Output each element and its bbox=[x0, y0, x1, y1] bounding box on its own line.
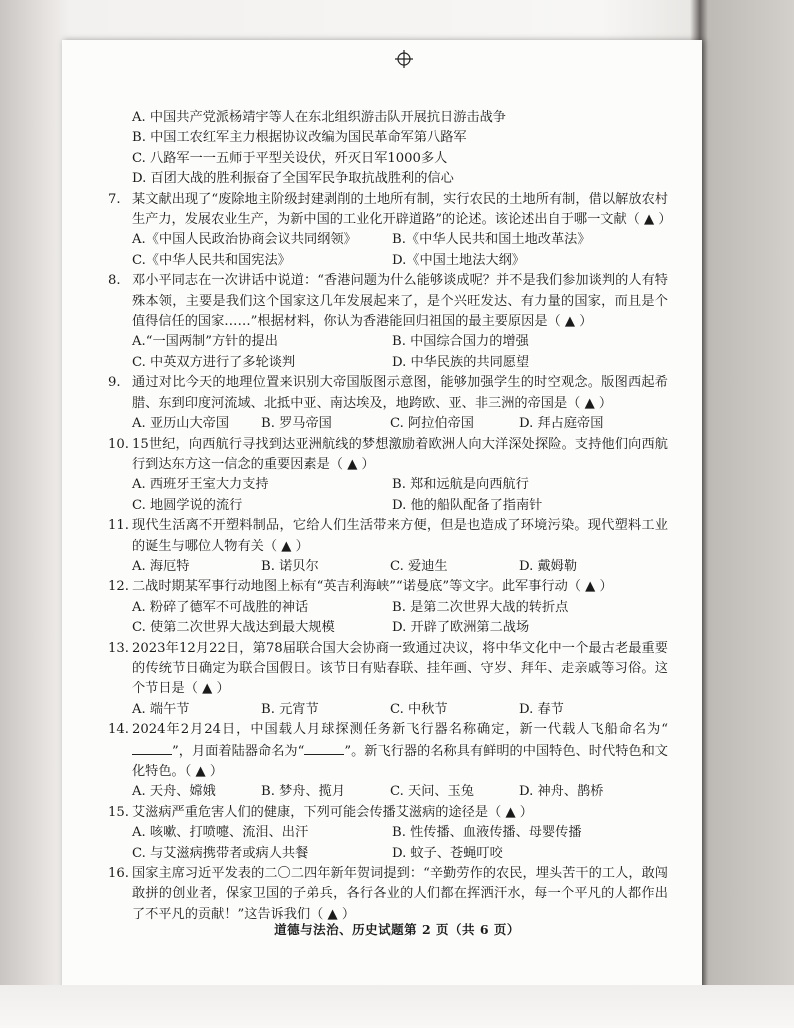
question-stem: 通过对比今天的地理位置来识别大帝国版图示意图，能够加强学生的时空观念。版图西起希腊、东到印度河流域、北抵中亚、南达埃及，地跨欧、亚、非三洲的帝国是（ ▲ ） bbox=[132, 375, 668, 411]
page-footer: 道德与法治、历史试题第 2 页（共 6 页） bbox=[274, 922, 520, 937]
q11-option-c: C. 爱迪生 bbox=[390, 558, 448, 574]
q15-options-row-2 bbox=[108, 844, 668, 864]
question-9 bbox=[108, 373, 668, 414]
q8-option-b: B. 中国综合国力的增强 bbox=[392, 334, 529, 350]
q14-option-b: B. 梦舟、揽月 bbox=[261, 784, 346, 800]
question-number: 10. bbox=[108, 436, 129, 452]
q11-options bbox=[108, 557, 668, 577]
question-stem: 现代生活离不开塑料制品，它给人们生活带来方便，但是也造成了环境污染。现代塑料工业的诞生与哪位人物有关（ ▲ ） bbox=[132, 518, 668, 554]
q12-option-b: B. 是第二次世界大战的转折点 bbox=[392, 599, 569, 615]
question-number: 9. bbox=[108, 375, 121, 391]
q6-option-a: A. 中国共产党派杨靖宇等人在东北组织游击队开展抗日游击战争 bbox=[132, 110, 506, 125]
q14-stem-part-2: ”，月面着陆器命名为“ bbox=[172, 743, 305, 759]
q9-option-d: D. 拜占庭帝国 bbox=[519, 416, 604, 432]
q7-option-a: A.《中国人民政治协商会议共同纲领》 bbox=[132, 232, 357, 248]
q7-option-d: D.《中国土地法大纲》 bbox=[392, 252, 525, 268]
q13-option-c: C. 中秋节 bbox=[390, 701, 448, 717]
question-stem: 2023年12月22日，第78届联合国大会协商一致通过决议，将中华文化中一个最古老最重要的传统节日确定为联合国假日。该节日有贴春联、挂年画、守岁、拜年、走亲戚等习俗。这个节日是（ ▲ ） bbox=[132, 640, 668, 697]
question-12 bbox=[108, 577, 668, 597]
question-stem: 邓小平同志在一次讲话中说道：“香港问题为什么能够谈成呢？并不是我们参加谈判的人有特殊本领，主要是我们这个国家这几年发展起来了，是个兴旺发达、有力量的国家，而且是个值得信任的国家……”根据材料，你认为香港能回归祖国的最主要原因是（ ▲ ） bbox=[132, 273, 668, 330]
question-stem bbox=[132, 720, 668, 782]
q8-option-d: D. 中华民族的共同愿望 bbox=[392, 354, 530, 370]
answer-blank bbox=[304, 741, 344, 755]
q12-option-a: A. 粉碎了德军不可战胜的神话 bbox=[132, 599, 309, 615]
q14-option-d: D. 神舟、鹊桥 bbox=[519, 784, 604, 800]
q15-option-c: C. 与艾滋病携带者或病人共餐 bbox=[132, 845, 309, 861]
q14-option-c: C. 天问、玉兔 bbox=[390, 784, 474, 800]
question-6-options bbox=[108, 108, 668, 190]
question-16 bbox=[108, 864, 668, 925]
q11-option-b: B. 诺贝尔 bbox=[261, 558, 319, 574]
q12-option-c: C. 使第二次世界大战达到最大规模 bbox=[132, 620, 335, 636]
question-stem: 艾滋病严重危害人们的健康，下列可能会传播艾滋病的途径是（ ▲ ） bbox=[132, 804, 533, 820]
q10-option-d: D. 他的船队配备了指南针 bbox=[392, 497, 543, 513]
q6-option-d: D. 百团大战的胜利振奋了全国军民争取抗战胜利的信心 bbox=[132, 171, 454, 187]
question-number: 15. bbox=[108, 804, 129, 820]
question-7 bbox=[108, 190, 672, 231]
q15-option-b: B. 性传播、血液传播、母婴传播 bbox=[392, 825, 582, 841]
question-number: 7. bbox=[108, 191, 121, 207]
question-8 bbox=[108, 271, 668, 332]
q6-option-b: B. 中国工农红军主力根据协议改编为国民革命军第八路军 bbox=[132, 130, 467, 146]
question-10 bbox=[108, 435, 668, 476]
q15-option-d: D. 蚊子、苍蝇叮咬 bbox=[392, 845, 503, 861]
question-14 bbox=[108, 720, 668, 782]
question-stem: 15世纪，向西航行寻找到达亚洲航线的梦想激励着欧洲人向大洋深处探险。支持他们向西航行到达东方这一信念的重要因素是（ ▲ ） bbox=[132, 436, 668, 472]
answer-blank bbox=[132, 741, 172, 755]
q9-option-a: A. 亚历山大帝国 bbox=[132, 416, 230, 432]
question-number: 12. bbox=[108, 579, 129, 595]
q13-options bbox=[108, 700, 668, 720]
bottom-margin bbox=[0, 985, 794, 1028]
q10-option-b: B. 郑和远航是向西航行 bbox=[392, 477, 529, 493]
q15-options-row-1 bbox=[108, 823, 668, 843]
exam-content bbox=[108, 108, 672, 925]
q14-option-a: A. 天舟、嫦娥 bbox=[132, 784, 216, 800]
q9-option-b: B. 罗马帝国 bbox=[261, 416, 332, 432]
q8-option-c: C. 中英双方进行了多轮谈判 bbox=[132, 354, 296, 370]
q8-options-row-1 bbox=[108, 332, 668, 352]
q11-option-a: A. 海厄特 bbox=[132, 558, 190, 574]
registration-crosshair-icon bbox=[395, 50, 413, 68]
question-13 bbox=[108, 639, 668, 700]
q14-stem-part-3: ”。新飞行器的名称具有鲜明的中国特色、时代特色和文化特色。（ ▲ ） bbox=[132, 743, 668, 779]
q13-option-a: A. 端午节 bbox=[132, 701, 190, 717]
q14-stem-part-1: 2024年2月24日，中国载人月球探测任务新飞行器名称确定，新一代载人飞船命名为“ bbox=[132, 722, 668, 738]
question-number: 14. bbox=[108, 722, 129, 738]
q9-options bbox=[108, 414, 668, 434]
q10-option-a: A. 西班牙王室大力支持 bbox=[132, 477, 269, 493]
q10-option-c: C. 地圆学说的流行 bbox=[132, 497, 243, 513]
q8-option-a: A.“一国两制”方针的提出 bbox=[132, 334, 278, 350]
question-stem: 二战时期某军事行动地图上标有“英吉利海峡”“诺曼底”等文字。此军事行动（ ▲ ） bbox=[132, 579, 613, 595]
q11-option-d: D. 戴姆勒 bbox=[519, 558, 578, 574]
question-11 bbox=[108, 516, 668, 557]
q6-option-c: C. 八路军一一五师于平型关设伏，歼灭日军1000多人 bbox=[132, 150, 448, 166]
q7-option-b: B.《中华人民共和国土地改革法》 bbox=[392, 232, 591, 248]
q8-options-row-2 bbox=[108, 353, 668, 373]
question-stem: 国家主席习近平发表的二〇二四年新年贺词提到：“辛勤劳作的农民，埋头苦干的工人，敢闯敢拼的创业者，保家卫国的子弟兵，各行各业的人们都在挥洒汗水，每一个平凡的人都作出了不平凡的贡献！”这告诉我们（ ▲ ） bbox=[132, 866, 668, 922]
q12-options-row-1 bbox=[108, 598, 668, 618]
question-15 bbox=[108, 803, 668, 823]
q12-option-d: D. 开辟了欧洲第二战场 bbox=[392, 620, 530, 636]
q7-options-row-2 bbox=[108, 251, 668, 271]
q10-options-row-1 bbox=[108, 475, 668, 495]
question-number: 8. bbox=[108, 273, 121, 289]
q7-options-row-1 bbox=[108, 230, 668, 250]
question-number: 11. bbox=[108, 518, 129, 534]
q14-options bbox=[108, 782, 668, 802]
question-stem: 某文献出现了“废除地主阶级封建剥削的土地所有制，实行农民的土地所有制，借以解放农村生产力，发展农业生产，为新中国的工业化开辟道路”的论述。该论述出自于哪一文献（ ▲ ） bbox=[132, 191, 672, 228]
q13-option-b: B. 元宵节 bbox=[261, 701, 319, 717]
q12-options-row-2 bbox=[108, 618, 668, 638]
q13-option-d: D. 春节 bbox=[519, 701, 564, 717]
question-number: 13. bbox=[108, 640, 129, 656]
q7-option-c: C.《中华人民共和国宪法》 bbox=[132, 252, 291, 268]
q15-option-a: A. 咳嗽、打喷嚏、流泪、出汗 bbox=[132, 825, 309, 841]
q10-options-row-2 bbox=[108, 496, 668, 516]
q9-option-c: C. 阿拉伯帝国 bbox=[390, 416, 474, 432]
question-number: 16. bbox=[108, 866, 129, 882]
